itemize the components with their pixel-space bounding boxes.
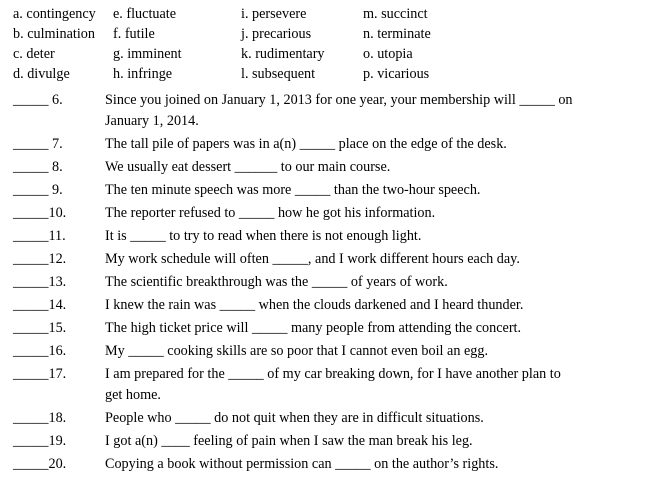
question-text (105, 366, 615, 404)
question-text (105, 297, 615, 314)
question-item (13, 366, 643, 404)
question-text (105, 343, 615, 360)
question-line: It is _____ to try to read when there is not enough light. (105, 228, 422, 244)
question-number-blank: _____ 7. (13, 136, 63, 152)
question-line: The reporter refused to _____ how he got his information. (105, 205, 436, 221)
question-line: We usually eat dessert ______ to our main course. (105, 159, 391, 175)
question-number-blank: _____ 8. (13, 159, 63, 175)
question-item (13, 136, 643, 153)
question-item (13, 456, 643, 473)
question-item (13, 92, 643, 130)
question-text (105, 159, 615, 176)
word-option-h: h. infringe (113, 66, 173, 82)
question-number-blank: _____ 9. (13, 182, 63, 198)
question-list (13, 92, 643, 473)
word-option-k: k. rudimentary (241, 46, 325, 62)
question-line: I am prepared for the _____ of my car breaking down, for I have another plan to (105, 366, 561, 382)
question-text (105, 136, 615, 153)
question-number-blank: _____15. (13, 320, 67, 336)
question-text (105, 410, 615, 427)
question-number-blank: _____18. (13, 410, 67, 426)
question-text (105, 251, 615, 268)
question-item (13, 343, 643, 360)
question-text (105, 274, 615, 291)
question-text (105, 205, 615, 222)
word-option-p: p. vicarious (363, 66, 430, 82)
question-number-blank: _____ 6. (13, 92, 63, 108)
word-option-m: m. succinct (363, 6, 428, 22)
question-line: My work schedule will often _____, and I work different hours each day. (105, 251, 520, 267)
word-option-d: d. divulge (13, 66, 70, 82)
question-number-blank: _____12. (13, 251, 67, 267)
word-option-b: b. culmination (13, 26, 95, 42)
question-item (13, 228, 643, 245)
question-line: I knew the rain was _____ when the clouds darkened and I heard thunder. (105, 297, 524, 313)
question-item (13, 410, 643, 427)
word-option-g: g. imminent (113, 46, 182, 62)
question-line: Copying a book without permission can _____ on the author’s rights. (105, 456, 499, 472)
word-option-o: o. utopia (363, 46, 413, 62)
question-number-blank: _____13. (13, 274, 67, 290)
question-number-blank: _____16. (13, 343, 67, 359)
question-text (105, 92, 615, 130)
question-text (105, 433, 615, 450)
question-number-blank: _____14. (13, 297, 67, 313)
question-text (105, 456, 615, 473)
question-item (13, 433, 643, 450)
question-line: My _____ cooking skills are so poor that I cannot even boil an egg. (105, 343, 488, 359)
question-line: Since you joined on January 1, 2013 for one year, your membership will _____ on (105, 92, 573, 108)
question-text (105, 228, 615, 245)
word-option-a: a. contingency (13, 6, 96, 22)
question-line: get home. (105, 387, 161, 403)
question-text (105, 320, 615, 337)
question-line: I got a(n) ____ feeling of pain when I saw the man break his leg. (105, 433, 473, 449)
question-item (13, 205, 643, 222)
word-option-n: n. terminate (363, 26, 431, 42)
word-option-e: e. fluctuate (113, 6, 177, 22)
question-number-blank: _____11. (13, 228, 66, 244)
question-item (13, 182, 643, 199)
question-line: The ten minute speech was more _____ than the two-hour speech. (105, 182, 481, 198)
question-item (13, 251, 643, 268)
question-line: The scientific breakthrough was the _____ of years of work. (105, 274, 448, 290)
question-number-blank: _____10. (13, 205, 67, 221)
question-item (13, 274, 643, 291)
question-line: People who _____ do not quit when they are in difficult situations. (105, 410, 484, 426)
question-line: The tall pile of papers was in a(n) _____ place on the edge of the desk. (105, 136, 507, 152)
question-item (13, 159, 643, 176)
word-option-c: c. deter (13, 46, 55, 62)
question-text (105, 182, 615, 199)
word-option-j: j. precarious (241, 26, 312, 42)
question-number-blank: _____17. (13, 366, 67, 382)
word-option-l: l. subsequent (241, 66, 316, 82)
question-item (13, 297, 643, 314)
word-option-i: i. persevere (241, 6, 307, 22)
question-number-blank: _____20. (13, 456, 67, 472)
question-line: January 1, 2014. (105, 113, 199, 129)
question-line: The high ticket price will _____ many people from attending the concert. (105, 320, 522, 336)
question-number-blank: _____19. (13, 433, 67, 449)
question-item (13, 320, 643, 337)
word-option-f: f. futile (113, 26, 155, 42)
